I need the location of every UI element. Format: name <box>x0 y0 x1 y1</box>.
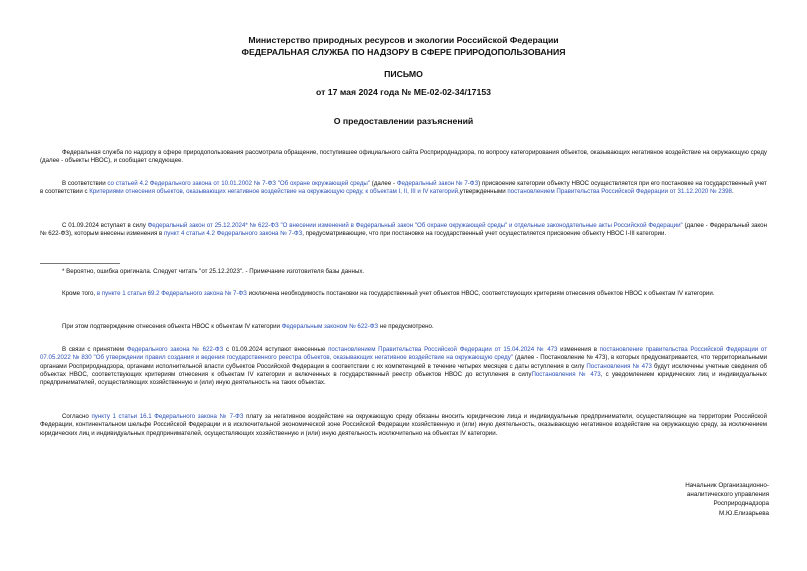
link-item-4-article-4-2[interactable]: пункт 4 статьи 4.2 Федерального закона № 7-ФЗ <box>163 230 303 238</box>
service-title: ФЕДЕРАЛЬНАЯ СЛУЖБА ПО НАДЗОРУ В СФЕРЕ ПРИРОДОПОЛЬЗОВАНИЯ <box>241 47 566 57</box>
text-segment: плату за негативное воздействие на окружающую среду обязаны вносить юридические лица и индивидуальные предприниматели, осуществляющие на территории Российской Федерации, континентальном шельфе Российской Федерации и в исключительной экономической зоне Российской Федерации хозяйственную и (или) иную деятельность, оказывающую негативное воздействие на окружающую среду, за исключением юридических лиц и индивидуальных предпринимателей, осуществляющих хозяйственную и (или) иную деятельность исключительно на объектах IV категории. <box>40 413 767 437</box>
document-date-number: от 17 мая 2024 года № МЕ-02-02-34/17153 <box>315 87 492 97</box>
text-segment: В соответствии <box>62 180 108 187</box>
document-type: ПИСЬМО <box>384 69 423 79</box>
paragraph-6 <box>40 346 767 387</box>
link-article-4-2-law-7fz[interactable]: со статьей 4.2 Федерального закона от 10.01.2002 № 7-ФЗ "Об охране окружающей среды" <box>107 180 371 187</box>
link-decree-2398[interactable]: постановлением Правительства Российской Федерации от 31.12.2020 № 2398 <box>507 188 732 196</box>
text-segment: исключена необходимость постановки на государственный учет объектов НВОС, соответствующих критериям отнесения объектов НВОС к объектам IV категории. <box>246 290 715 297</box>
link-item-1-article-16-1[interactable]: пункту 1 статьи 16.1 Федерального закона № 7-ФЗ <box>91 413 244 420</box>
paragraph-7 <box>40 413 767 438</box>
signature-position-2: аналитического управления <box>686 491 769 499</box>
footnote-text: * Вероятно, ошибка оригинала. Следует читать "от 25.12.2023". - Примечание изготовителя базы данных. <box>62 268 365 275</box>
text-segment: Согласно <box>62 413 92 420</box>
document-subject: О предоставлении разъяснений <box>333 116 474 126</box>
link-decree-473[interactable]: постановлением Правительства Российской Федерации от 15.04.2024 № 473 <box>328 346 558 353</box>
text-segment: (далее - <box>370 180 397 187</box>
text-segment: С 01.09.2024 вступает в силу <box>62 222 148 229</box>
text-segment: При этом подтверждение отнесения объекта НВОС к объектам IV категории <box>62 323 282 330</box>
text-segment: , с уведомлением юридических лиц и индивидуальных предпринимателей, осуществляющих хозяйственную и (или) иную деятельность на таких объектах. <box>40 370 767 386</box>
paragraph-1 <box>40 149 767 166</box>
link-decree-830[interactable]: постановление правительства Российской Федерации от 07.05.2022 № 830 "Об утверждении правил создания и ведения государственного реестра объектов, оказывающих негативное воздействие на окружающую среду" <box>40 346 768 362</box>
text-segment: изменения в <box>557 346 600 353</box>
text-segment: , предусматривающие, что при постановке на государственный учет осуществляется присвоение объекту НВОС I-III категории. <box>302 230 667 238</box>
signature-name: М.Ю.Елизарьева <box>719 509 769 517</box>
ministry-title: Министерство природных ресурсов и экологии Российской Федерации <box>248 35 559 45</box>
text-segment: (далее - Постановление № 473), в которых предусматривается, что территориальными органами Росприроднадзора, органами исполнительной власти субъектов Российской Федерации в соответствии с их компетенцией в течение четырех месяцев с даты вступления в силу <box>40 354 768 370</box>
text-segment: не предусмотрено. <box>378 323 434 330</box>
signature-block <box>629 481 769 518</box>
signature-position-1: Начальник Организационно- <box>685 482 769 489</box>
link-decree-473-3[interactable]: Постановления № 473 <box>531 370 601 378</box>
link-criteria-categories[interactable]: Критериями отнесения объектов, оказывающих негативное воздействие на окружающую среду, к объектам I, II, III и IV категорий <box>89 188 459 196</box>
text-segment: ,утвержденными <box>458 188 508 196</box>
text-segment: с 01.09.2024 вступают внесенные <box>223 346 329 353</box>
text-segment: . <box>731 188 734 196</box>
text-segment: Кроме того, <box>62 290 97 297</box>
paragraph-3 <box>40 222 767 239</box>
text-segment: (далее - Федеральный закон № 622-ФЗ), которым внесены изменения в <box>40 222 767 238</box>
link-law-622fz-3[interactable]: Федерального закона № 622-ФЗ <box>126 346 224 353</box>
paragraph-2 <box>40 180 767 197</box>
text-segment: В связи с принятием <box>62 346 127 353</box>
link-law-7fz[interactable]: Федеральный закон № 7-ФЗ <box>396 180 479 187</box>
footnote-divider <box>40 263 120 264</box>
text-segment: будут исключены учетные сведения об объектах НВОС, соответствующих критериям отнесения к объектам IV категории и включенных в государственный реестр объектов НВОС до вступления в силу <box>40 362 768 378</box>
paragraph-4 <box>40 290 767 298</box>
link-item-1-article-69-2[interactable]: в пункте 1 статьи 69.2 Федерального закона № 7-ФЗ <box>96 290 247 297</box>
link-law-622fz[interactable]: Федеральный закон от 25.12.2024* № 622-ФЗ "О внесении изменений в Федеральный закон "Об охране окружающей среды" и отдельные законодательные акты Российской Федерации" <box>147 222 683 229</box>
text-segment: ) присвоение категории объекту НВОС осуществляется при его постановке на государственный учет в соответствии с <box>40 180 767 196</box>
paragraph-5 <box>40 323 767 331</box>
footnote <box>40 268 767 276</box>
paragraph-1-text: Федеральная служба по надзору в сфере природопользования рассмотрела обращение, поступившее официального сайта Росприроднадзора, по вопросу категорирования объектов, оказывающих негативное воздействие на окружающую среду (далее - объекты НВОС), и сообщает следующее. <box>40 149 767 165</box>
link-decree-473-2[interactable]: Постановления № 473 <box>586 362 652 370</box>
link-law-622fz-2[interactable]: Федеральным законом № 622-ФЗ <box>281 323 379 330</box>
signature-organization: Росприроднадзора <box>713 500 769 508</box>
